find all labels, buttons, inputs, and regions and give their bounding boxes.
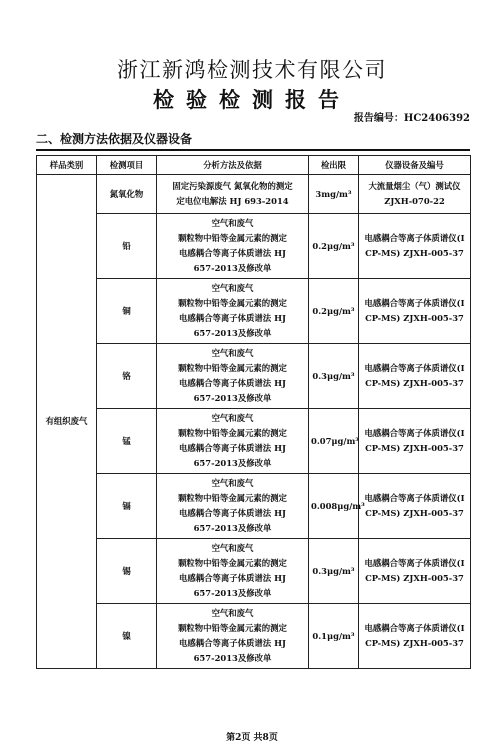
table-row (37, 344, 471, 409)
section-divider (36, 149, 470, 151)
instrument-text-line: CP-MS) ZJXH-005-37 (365, 378, 464, 388)
sample-category-cell: 有组织废气 (37, 175, 97, 669)
instrument-cell (359, 604, 471, 669)
method-cell (157, 604, 309, 669)
method-text-line: 空气和废气 (211, 283, 254, 293)
limit-cell: 0.1μg/m³ (309, 604, 359, 669)
limit-cell: 0.008μg/m³ (309, 474, 359, 539)
method-text-line: 空气和废气 (211, 348, 254, 358)
method-text-line: 空气和废气 (211, 413, 254, 423)
limit-cell: 0.2μg/m³ (309, 279, 359, 344)
item-cell: 镍 (97, 604, 157, 669)
item-cell: 铜 (97, 279, 157, 344)
table-body (37, 175, 471, 669)
col-header-item: 检测项目 (97, 156, 157, 175)
instrument-text-line: 电感耦合等离子体质谱仪(I (364, 363, 465, 373)
item-cell: 铅 (97, 214, 157, 279)
method-text-line: 定电位电解法 HJ 693-2014 (176, 196, 289, 206)
method-cell (157, 409, 309, 474)
table-row (37, 175, 471, 214)
item-cell: 铬 (97, 344, 157, 409)
table-header-row (37, 156, 471, 175)
instrument-text-line: 电感耦合等离子体质谱仪(I (364, 623, 465, 633)
instrument-text-line: 电感耦合等离子体质谱仪(I (364, 298, 465, 308)
instrument-cell (359, 409, 471, 474)
method-text-line: 颗粒物中铅等金属元素的测定 (178, 233, 287, 243)
method-text-line: 空气和废气 (211, 218, 254, 228)
method-cell (157, 214, 309, 279)
instrument-text-line: CP-MS) ZJXH-005-37 (365, 248, 464, 258)
method-text-line: 电感耦合等离子体质谱法 HJ (179, 378, 286, 388)
method-text-line: 空气和废气 (211, 543, 254, 553)
method-text-line: 电感耦合等离子体质谱法 HJ (179, 638, 286, 648)
method-text-line: 657-2013及修改单 (193, 328, 272, 338)
table-row (37, 539, 471, 604)
instrument-text-line: 电感耦合等离子体质谱仪(I (364, 558, 465, 568)
instrument-text-line: CP-MS) ZJXH-005-37 (365, 508, 464, 518)
method-text-line: 颗粒物中铅等金属元素的测定 (178, 623, 287, 633)
method-text-line: 颗粒物中铅等金属元素的测定 (178, 428, 287, 438)
method-text-line: 657-2013及修改单 (193, 393, 272, 403)
limit-cell: 0.3μg/m³ (309, 344, 359, 409)
method-text-line: 657-2013及修改单 (193, 523, 272, 533)
method-text-line: 657-2013及修改单 (193, 458, 272, 468)
limit-cell: 0.2μg/m³ (309, 214, 359, 279)
method-cell (157, 539, 309, 604)
instrument-cell (359, 474, 471, 539)
method-text-line: 657-2013及修改单 (193, 588, 272, 598)
col-header-limit: 检出限 (309, 156, 359, 175)
document-title: 检验检测报告 (153, 87, 351, 112)
method-cell (157, 279, 309, 344)
method-text-line: 颗粒物中铅等金属元素的测定 (178, 558, 287, 568)
table-row (37, 279, 471, 344)
table-row (37, 214, 471, 279)
table-row (37, 604, 471, 669)
method-cell (157, 344, 309, 409)
instrument-text-line: 电感耦合等离子体质谱仪(I (364, 493, 465, 503)
method-text-line: 电感耦合等离子体质谱法 HJ (179, 313, 286, 323)
method-text-line: 电感耦合等离子体质谱法 HJ (179, 573, 286, 583)
limit-cell: 0.3μg/m³ (309, 539, 359, 604)
method-cell (157, 474, 309, 539)
instrument-cell (359, 279, 471, 344)
instrument-text-line: ZJXH-070-22 (384, 196, 445, 206)
method-text-line: 电感耦合等离子体质谱法 HJ (179, 508, 286, 518)
instrument-text-line: CP-MS) ZJXH-005-37 (365, 573, 464, 583)
method-text-line: 颗粒物中铅等金属元素的测定 (178, 363, 287, 373)
method-text-line: 空气和废气 (211, 478, 254, 488)
item-cell: 锡 (97, 539, 157, 604)
report-number: 报告编号：HC2406392 (353, 113, 470, 124)
method-text-line: 657-2013及修改单 (193, 263, 272, 273)
company-name: 浙江新鸿检测技术有限公司 (117, 58, 387, 82)
method-text-line: 657-2013及修改单 (193, 653, 272, 663)
method-cell (157, 175, 309, 214)
instrument-text-line: CP-MS) ZJXH-005-37 (365, 313, 464, 323)
method-text-line: 颗粒物中铅等金属元素的测定 (178, 493, 287, 503)
item-cell: 镉 (97, 474, 157, 539)
instrument-text-line: 电感耦合等离子体质谱仪(I (364, 428, 465, 438)
instrument-cell (359, 175, 471, 214)
method-text-line: 固定污染源废气 氮氧化物的测定 (172, 181, 293, 191)
limit-cell: 3mg/m³ (309, 175, 359, 214)
method-text-line: 电感耦合等离子体质谱法 HJ (179, 248, 286, 258)
instrument-text-line: 大流量烟尘（气）测试仪 (368, 181, 461, 191)
instrument-text-line: CP-MS) ZJXH-005-37 (365, 638, 464, 648)
method-text-line: 电感耦合等离子体质谱法 HJ (179, 443, 286, 453)
method-table (36, 155, 471, 669)
instrument-text-line: CP-MS) ZJXH-005-37 (365, 443, 464, 453)
instrument-cell (359, 214, 471, 279)
method-text-line: 颗粒物中铅等金属元素的测定 (178, 298, 287, 308)
item-cell: 锰 (97, 409, 157, 474)
table-row (37, 474, 471, 539)
table-row (37, 409, 471, 474)
method-text-line: 空气和废气 (211, 608, 254, 618)
col-header-category: 样品类别 (37, 156, 97, 175)
item-cell: 氮氧化物 (97, 175, 157, 214)
instrument-cell (359, 539, 471, 604)
instrument-cell (359, 344, 471, 409)
col-header-method: 分析方法及依据 (157, 156, 309, 175)
section-title: 二、检测方法依据及仪器设备 (36, 132, 193, 146)
limit-cell: 0.07μg/m³ (309, 409, 359, 474)
page-footer: 第2页 共8页 (226, 733, 278, 743)
col-header-instrument: 仪器设备及编号 (359, 156, 471, 175)
instrument-text-line: 电感耦合等离子体质谱仪(I (364, 233, 465, 243)
